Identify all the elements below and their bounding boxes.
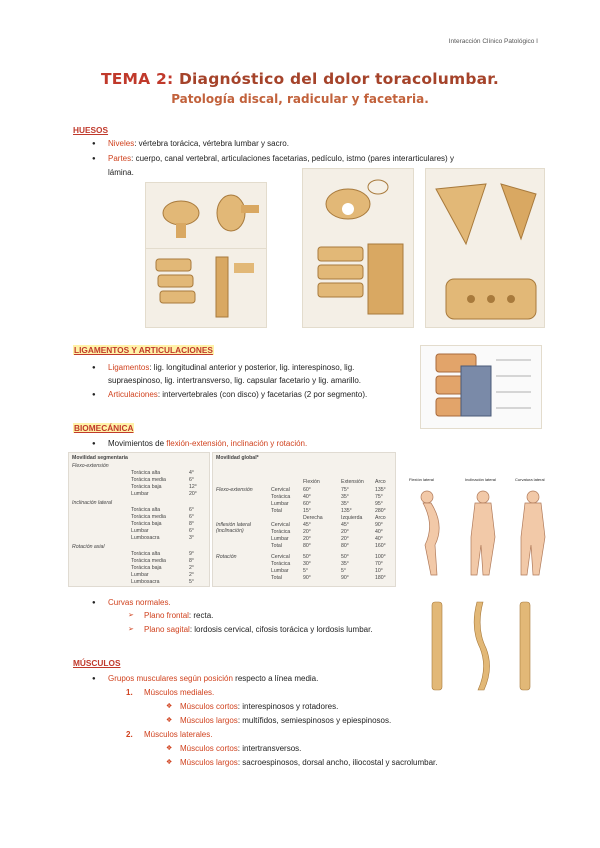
section-heading-huesos: HUESOS xyxy=(73,125,109,135)
movimientos-red: flexión-extensión, inclinación y rotación. xyxy=(166,439,308,448)
table1-cell-value: 9° xyxy=(189,551,194,557)
table2-cell-value: 75° xyxy=(341,487,349,493)
movimientos-line xyxy=(108,438,307,449)
table2-cell-value: 135° xyxy=(341,508,352,514)
table2-cell-value: 80° xyxy=(341,543,349,549)
laterales-cortos-label: Músculos cortos xyxy=(180,744,238,753)
sagital-line xyxy=(144,624,373,635)
mediales-heading: Músculos mediales. xyxy=(144,688,215,697)
table2-cell-value: 40° xyxy=(375,529,383,535)
bullet-icon: ● xyxy=(92,441,96,447)
table1-cell-region: Torácica baja xyxy=(131,484,162,490)
table2-cell-region: Lumbar xyxy=(271,568,289,574)
table2-cell-value: 95° xyxy=(375,501,383,507)
table2-cell-value: 30° xyxy=(303,561,311,567)
niveles-text: : vértebra torácica, vértebra lumbar y sacro. xyxy=(134,139,289,148)
table1-group-name: Inclinación lateral xyxy=(72,500,113,506)
list-number-1: 1. xyxy=(126,688,133,697)
ligamentos-line-2: supraespinoso, lig. intertransverso, lig. capsular facetario y lig. amarillo. xyxy=(108,376,362,385)
ligamentos-text: : lig. longitudinal anterior y posterior, lig. interespinoso, lig. xyxy=(149,363,355,372)
table1-cell-region: Torácica media xyxy=(131,558,166,564)
table2-cell-value: 40° xyxy=(375,536,383,542)
mediales-largos-text: : multífidos, semiespinosos y epiespinosos. xyxy=(237,716,392,725)
table1-cell-region: Torácica media xyxy=(131,477,166,483)
partes-line-2: lámina. xyxy=(108,168,134,177)
laterales-cortos-line xyxy=(180,743,301,754)
table2-col-flexion: Flexión xyxy=(303,479,320,485)
section-heading-biomecanica: BIOMECÁNICA xyxy=(74,423,134,433)
articulaciones-label: Articulaciones xyxy=(108,390,158,399)
table1-cell-value: 20° xyxy=(189,491,197,497)
laterales-largos-line xyxy=(180,757,437,768)
thoracic-vertebra-illustration xyxy=(145,182,267,249)
table2-cell-value: 90° xyxy=(303,575,311,581)
table2-cell-region: Cervical xyxy=(271,487,290,493)
table2-cell-value: 45° xyxy=(341,522,349,528)
grupos-red: Grupos musculares según posición xyxy=(108,674,233,683)
table2-cell-value: 40° xyxy=(303,494,311,500)
frontal-text: : recta. xyxy=(188,611,214,620)
table2-cell-value: 45° xyxy=(303,522,311,528)
section-heading-ligamentos: LIGAMENTOS Y ARTICULACIONES xyxy=(74,345,213,355)
table2-block-name: Rotación xyxy=(216,554,237,560)
table2-block-name: Inflexión lateral (inclinación) xyxy=(216,522,251,534)
partes-text: : cuerpo, canal vertebral, articulaciones facetarias, pedículo, istmo (pares interarticulares) y xyxy=(131,154,454,163)
table2-cell-value: 50° xyxy=(303,554,311,560)
arrow-icon: ➢ xyxy=(128,626,134,633)
table1-cell-region: Lumbar xyxy=(131,572,149,578)
table1-cell-region: Torácica baja xyxy=(131,565,162,571)
table2-cell-value: 100° xyxy=(375,554,386,560)
frontal-label: Plano frontal xyxy=(144,611,189,620)
partes-line xyxy=(108,153,454,164)
table2-cell-region: Lumbar xyxy=(271,501,289,507)
spine-curves-illustration xyxy=(412,598,552,694)
bullet-icon: ● xyxy=(92,156,96,162)
lumbar-vertebra-illustration xyxy=(302,168,414,328)
grupos-text: respecto a línea media. xyxy=(232,674,319,683)
table1-cell-region: Lumbar xyxy=(131,491,149,497)
table2-cell-value: 10° xyxy=(375,568,383,574)
table1-cell-value: 12° xyxy=(189,484,197,490)
table2-cell-value: 90° xyxy=(341,575,349,581)
frontal-line xyxy=(144,610,213,621)
table2-cell-value: 280° xyxy=(375,508,386,514)
mediales-cortos-line xyxy=(180,701,338,712)
ligamentos-line xyxy=(108,362,354,373)
ligaments-illustration xyxy=(420,345,542,429)
bullet-icon: ● xyxy=(92,676,96,682)
section-heading-musculos: MÚSCULOS xyxy=(73,658,121,668)
table1-cell-value: 8° xyxy=(189,558,194,564)
page-subtitle: Patología discal, radicular y facetaria. xyxy=(171,92,429,106)
table2-cell-value: 35° xyxy=(341,494,349,500)
table2-cell-region: Torácica xyxy=(271,529,291,535)
table2-cell-value: 160° xyxy=(375,543,386,549)
table2-cell-value: 20° xyxy=(341,536,349,542)
figure-label-3: Curvatura lateral xyxy=(515,477,545,482)
niveles-label: Niveles xyxy=(108,139,135,148)
table2-cell-value: 35° xyxy=(341,561,349,567)
arrow-icon: ➢ xyxy=(128,612,134,619)
table2-cell-value: 15° xyxy=(303,508,311,514)
laterales-heading: Músculos laterales. xyxy=(144,730,213,739)
table1-cell-value: 5° xyxy=(189,579,194,585)
table1-cell-value: 4° xyxy=(189,470,194,476)
table1-cell-value: 6° xyxy=(189,477,194,483)
table2-cell-value: 35° xyxy=(341,501,349,507)
table1-cell-region: Lumbosacra xyxy=(131,535,160,541)
grupos-line xyxy=(108,673,318,684)
table2-col-extension: Extensión xyxy=(341,479,364,485)
sagital-label: Plano sagital xyxy=(144,625,190,634)
table2-cell-value: 60° xyxy=(303,501,311,507)
partes-label: Partes xyxy=(108,154,132,163)
table1-cell-region: Torácica alta xyxy=(131,551,161,557)
title-prefix: TEMA 2: xyxy=(100,70,174,88)
table2-subheader: Izquierda xyxy=(341,515,363,521)
table2-cell-value: 5° xyxy=(341,568,346,574)
running-header: Interacción Clínico Patológico I xyxy=(448,38,538,45)
table1-cell-value: 8° xyxy=(189,521,194,527)
ligamentos-label: Ligamentos xyxy=(108,363,150,372)
table1-cell-region: Torácica alta xyxy=(131,507,161,513)
page-title xyxy=(0,70,600,88)
table1-cell-region: Torácica alta xyxy=(131,470,161,476)
table2-cell-value: 60° xyxy=(303,487,311,493)
curvas-label: Curvas normales. xyxy=(108,598,171,607)
laterales-cortos-text: : intertransversos. xyxy=(237,744,302,753)
table2-subheader: Arco xyxy=(375,515,386,521)
articulaciones-text: : intervertebrales (con disco) y facetarias (2 por segmento). xyxy=(157,390,368,399)
sacrum-illustration xyxy=(425,168,545,328)
title-main: Diagnóstico del dolor toracolumbar. xyxy=(173,70,499,88)
table2-cell-region: Cervical xyxy=(271,554,290,560)
table2-col-arco: Arco xyxy=(375,479,386,485)
table2-cell-value: 20° xyxy=(303,536,311,542)
table1-cell-region: Lumbar xyxy=(131,528,149,534)
bullet-icon: ● xyxy=(92,365,96,371)
table2-cell-value: 135° xyxy=(375,487,386,493)
table2-cell-value: 90° xyxy=(375,522,383,528)
table2-cell-region: Torácica xyxy=(271,561,291,567)
table2-cell-region: Torácica xyxy=(271,494,291,500)
table2-cell-region: Total xyxy=(271,543,282,549)
table2-cell-value: 50° xyxy=(341,554,349,560)
table1-cell-region: Torácica media xyxy=(131,514,166,520)
table1-cell-value: 6° xyxy=(189,507,194,513)
table1-cell-value: 6° xyxy=(189,528,194,534)
table1-cell-value: 3° xyxy=(189,535,194,541)
list-number-2: 2. xyxy=(126,730,133,739)
mediales-largos-line xyxy=(180,715,391,726)
table2-cell-value: 70° xyxy=(375,561,383,567)
mediales-cortos-label: Músculos cortos xyxy=(180,702,238,711)
table2-block-name: Flexo-extensión xyxy=(216,487,253,493)
diamond-bullet-icon: ❖ xyxy=(166,703,173,710)
table2-cell-region: Total xyxy=(271,575,282,581)
articulaciones-line xyxy=(108,389,367,400)
diamond-bullet-icon: ❖ xyxy=(166,759,173,766)
body-motion-figures xyxy=(405,475,555,583)
sagital-text: : lordosis cervical, cifosis torácica y lordosis lumbar. xyxy=(189,625,373,634)
table2-cell-value: 20° xyxy=(341,529,349,535)
table1-cell-value: 2° xyxy=(189,572,194,578)
table2-subheader: Derecha xyxy=(303,515,323,521)
thoracic-column-illustration xyxy=(145,248,267,328)
table2-cell-value: 180° xyxy=(375,575,386,581)
bullet-icon: ● xyxy=(92,141,96,147)
table2-cell-value: 5° xyxy=(303,568,308,574)
table1-cell-region: Torácica baja xyxy=(131,521,162,527)
table2-cell-value: 75° xyxy=(375,494,383,500)
table2-cell-value: 80° xyxy=(303,543,311,549)
table1-group-name: Rotación axial xyxy=(72,544,105,550)
movimientos-text: Movimientos de xyxy=(108,439,167,448)
laterales-largos-label: Músculos largos xyxy=(180,758,238,767)
figure-label-2: Inclinación lateral xyxy=(465,477,496,482)
table1-title: Movilidad segmentaria xyxy=(72,455,128,461)
bullet-icon: ● xyxy=(92,392,96,398)
table2-cell-region: Total xyxy=(271,508,282,514)
diamond-bullet-icon: ❖ xyxy=(166,745,173,752)
laterales-largos-text: : sacroespinosos, dorsal ancho, iliocostal y sacrolumbar. xyxy=(237,758,438,767)
diamond-bullet-icon: ❖ xyxy=(166,717,173,724)
table1-cell-value: 6° xyxy=(189,514,194,520)
table2-cell-value: 20° xyxy=(303,529,311,535)
mediales-cortos-text: : interespinosos y rotadores. xyxy=(237,702,339,711)
table2-cell-region: Cervical xyxy=(271,522,290,528)
global-mobility-table xyxy=(212,452,396,587)
bullet-icon: ● xyxy=(92,600,96,606)
table2-title: Movilidad global* xyxy=(216,455,259,461)
table1-cell-region: Lumbosacra xyxy=(131,579,160,585)
segmental-mobility-table xyxy=(68,452,210,587)
figure-label-1: Flexión lateral xyxy=(409,477,434,482)
table2-cell-region: Lumbar xyxy=(271,536,289,542)
mediales-largos-label: Músculos largos xyxy=(180,716,238,725)
niveles-line xyxy=(108,138,289,149)
table1-group-name: Flexo-extensión xyxy=(72,463,109,469)
table1-cell-value: 2° xyxy=(189,565,194,571)
